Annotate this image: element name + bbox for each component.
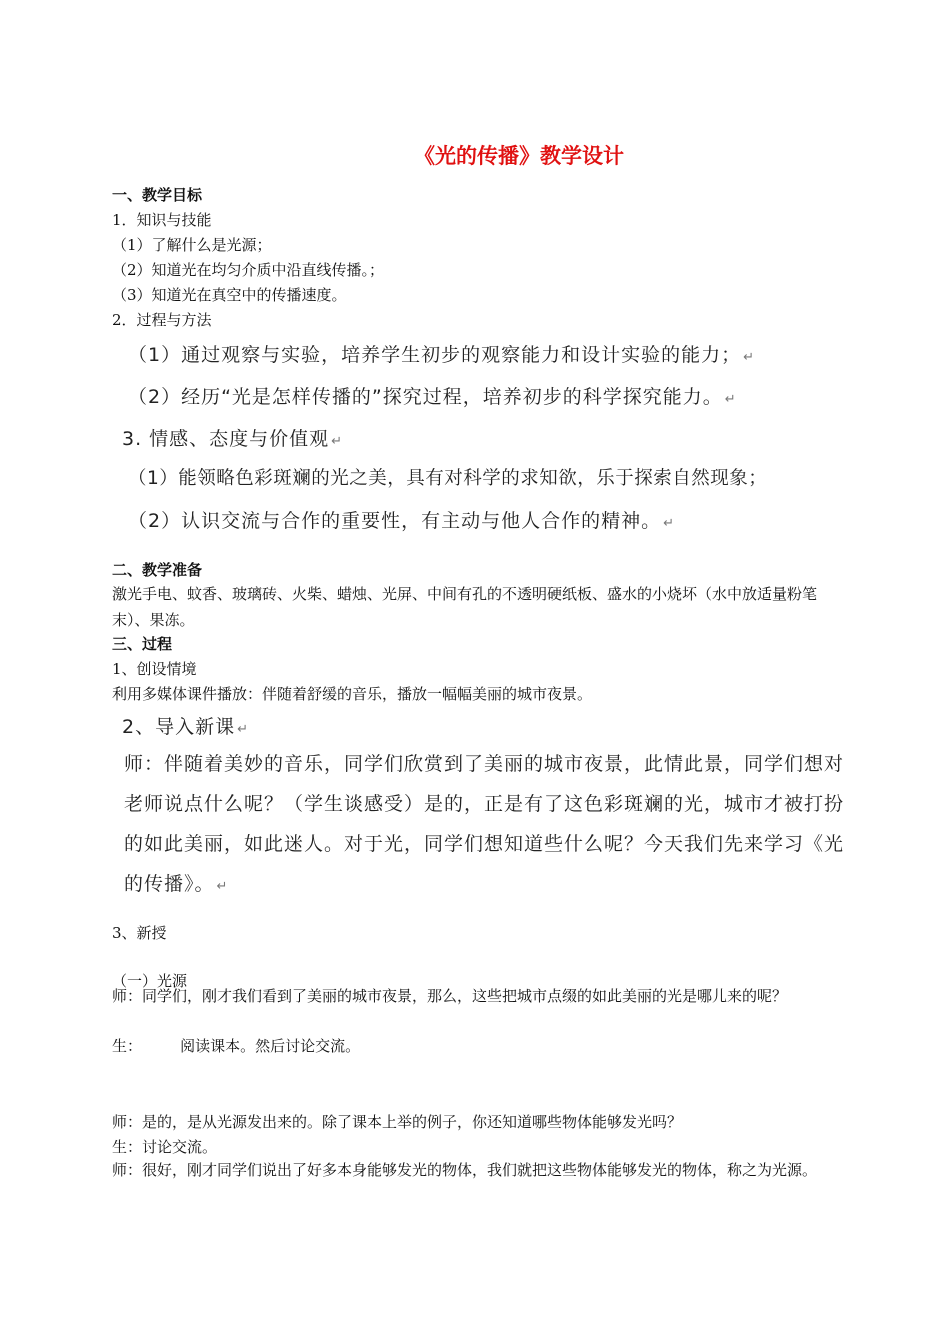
subheading-knowledge: 1．知识与技能 — [112, 211, 212, 229]
return-mark-icon: ↵ — [331, 434, 344, 449]
section-heading-preparation: 二、教学准备 — [112, 561, 203, 579]
return-mark-icon: ↵ — [724, 392, 737, 407]
return-mark-icon: ↵ — [237, 722, 249, 737]
preparation-materials: 激光手电、蚊香、玻璃砖、火柴、蜡烛、光屏、中间有孔的不透明硬纸板、盛水的小烧坏（水中放适量粉笔末）、果冻。 — [112, 585, 818, 629]
section-heading-goals: 一、教学目标 — [112, 186, 203, 204]
attitude-item-1: （1）能领略色彩斑斓的光之美，具有对科学的求知欲，乐于探索自然现象； — [128, 468, 768, 489]
attitude-item-2: （2）认识交流与合作的重要性，有主动与他人合作的精神。 ↵ — [128, 510, 675, 532]
knowledge-item-1: （1）了解什么是光源； — [112, 236, 272, 254]
teacher-summary: 师：很好，刚才同学们说出了好多本身能够发光的物体，我们就把这些物体能够发光的物体，称之为光源。 — [112, 1161, 818, 1179]
knowledge-item-3: （3）知道光在真空中的传播速度。 — [112, 286, 347, 304]
return-mark-icon: ↵ — [216, 879, 229, 894]
subheading-process: 2．过程与方法 — [112, 311, 212, 329]
return-mark-icon: ↵ — [743, 350, 755, 365]
return-mark-icon: ↵ — [663, 516, 675, 531]
step-text-introduction: 师：伴随着美妙的音乐，同学们欣赏到了美丽的城市夜景，此情此景，同学们想对老师说点什么呢？（学生谈感受）是的，正是有了这色彩斑斓的光，城市才被打扮的如此美丽，如此迷人。对于光，同学们想知道些什么呢？今天我们先来学习《光的传播》。 ↵ — [124, 753, 845, 895]
process-item-2: （2）经历“光是怎样传播的”探究过程，培养初步的科学探究能力。 ↵ — [128, 386, 737, 408]
step-text-scenario: 利用多媒体课件播放：伴随着舒缓的音乐，播放一幅幅美丽的城市夜景。 — [112, 685, 593, 703]
step-heading-new-lesson: 3、新授 — [112, 924, 167, 942]
subsection-light-source: （一）光源 — [112, 972, 188, 990]
teacher-question-1: 师：同学们，刚才我们看到了美丽的城市夜景，那么，这些把城市点缀的如此美丽的光是哪儿来的呢？ — [112, 987, 788, 1005]
step-heading-introduction: 2、导入新课 ↵ — [122, 716, 249, 738]
step-heading-scenario: 1、创设情境 — [112, 660, 197, 678]
student-response-1: 生： 阅读课本。然后讨论交流。 — [112, 1037, 361, 1055]
teacher-question-2: 师：是的，是从光源发出来的。除了课本上举的例子，你还知道哪些物体能够发光吗？ — [112, 1113, 683, 1131]
section-heading-process: 三、过程 — [112, 635, 173, 653]
process-item-1: （1）通过观察与实验，培养学生初步的观察能力和设计实验的能力； ↵ — [128, 344, 755, 366]
document-title: 《光的传播》教学设计 — [414, 144, 624, 168]
student-response-2: 生：讨论交流。 — [112, 1138, 218, 1156]
knowledge-item-2: （2）知道光在均匀介质中沿直线传播。； — [112, 261, 385, 279]
subheading-attitude: 3. 情感、态度与价值观 ↵ — [122, 428, 344, 450]
